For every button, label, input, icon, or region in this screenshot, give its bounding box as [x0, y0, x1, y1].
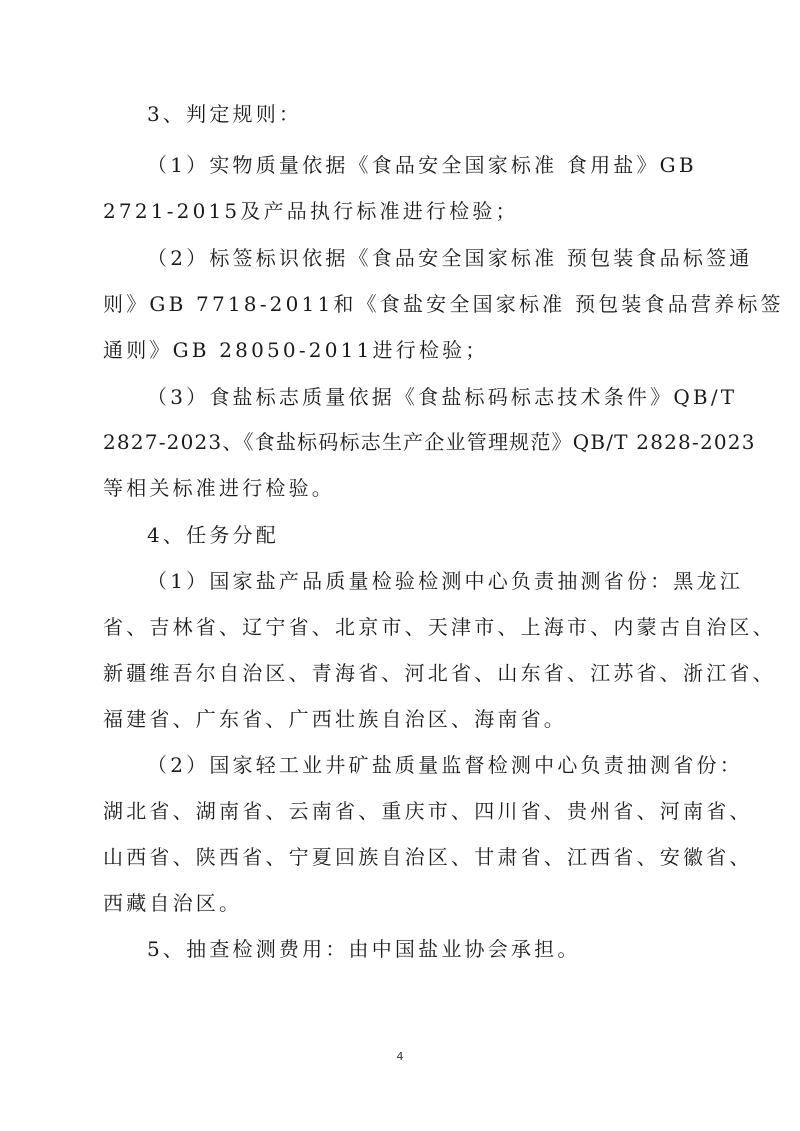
page-number: 4 [396, 1050, 404, 1063]
rule-3-line-1: （3）食盐标志质量依据《食盐标码标志技术条件》QB/T [147, 385, 738, 409]
task-2-line-3: 山西省、陕西省、宁夏回族自治区、甘肃省、江西省、安徽省、 [103, 845, 753, 869]
rule-3-line-2: 2827-2023、《食盐标码标志生产企业管理规范》QB/T 2828-2023 [103, 430, 756, 454]
task-2-line-1: （2）国家轻工业井矿盐质量监督检测中心负责抽测省份： [147, 753, 743, 777]
section-5-fee: 5、抽查检测费用：由中国盐业协会承担。 [147, 937, 581, 961]
rule-1-line-1: （1）实物质量依据《食品安全国家标准 食用盐》GB [147, 153, 697, 177]
section-3-heading: 3、判定规则： [147, 102, 303, 126]
section-4-heading: 4、任务分配 [147, 523, 279, 547]
rule-2-line-1: （2）标签标识依据《食品安全国家标准 预包装食品标签通 [147, 246, 753, 270]
rule-3-line-3: 等相关标准进行检验。 [103, 476, 335, 500]
rule-2-line-2: 则》GB 7718-2011和《食盐安全国家标准 预包装食品营养标签 [103, 292, 784, 316]
task-1-line-4: 福建省、广东省、广西壮族自治区、海南省。 [103, 707, 567, 731]
task-2-line-4: 西藏自治区。 [103, 891, 243, 915]
task-1-line-2: 省、吉林省、辽宁省、北京市、天津市、上海市、内蒙古自治区、 [103, 615, 776, 639]
rule-1-line-2: 2721-2015及产品执行标准进行检验； [103, 199, 519, 223]
task-1-line-1: （1）国家盐产品质量检验检测中心负责抽测省份：黑龙江 [147, 569, 743, 593]
task-1-line-3: 新疆维吾尔自治区、青海省、河北省、山东省、江苏省、浙江省、 [103, 661, 776, 685]
rule-2-line-3: 通则》GB 28050-2011进行检验； [103, 338, 489, 362]
task-2-line-2: 湖北省、湖南省、云南省、重庆市、四川省、贵州省、河南省、 [103, 799, 753, 823]
